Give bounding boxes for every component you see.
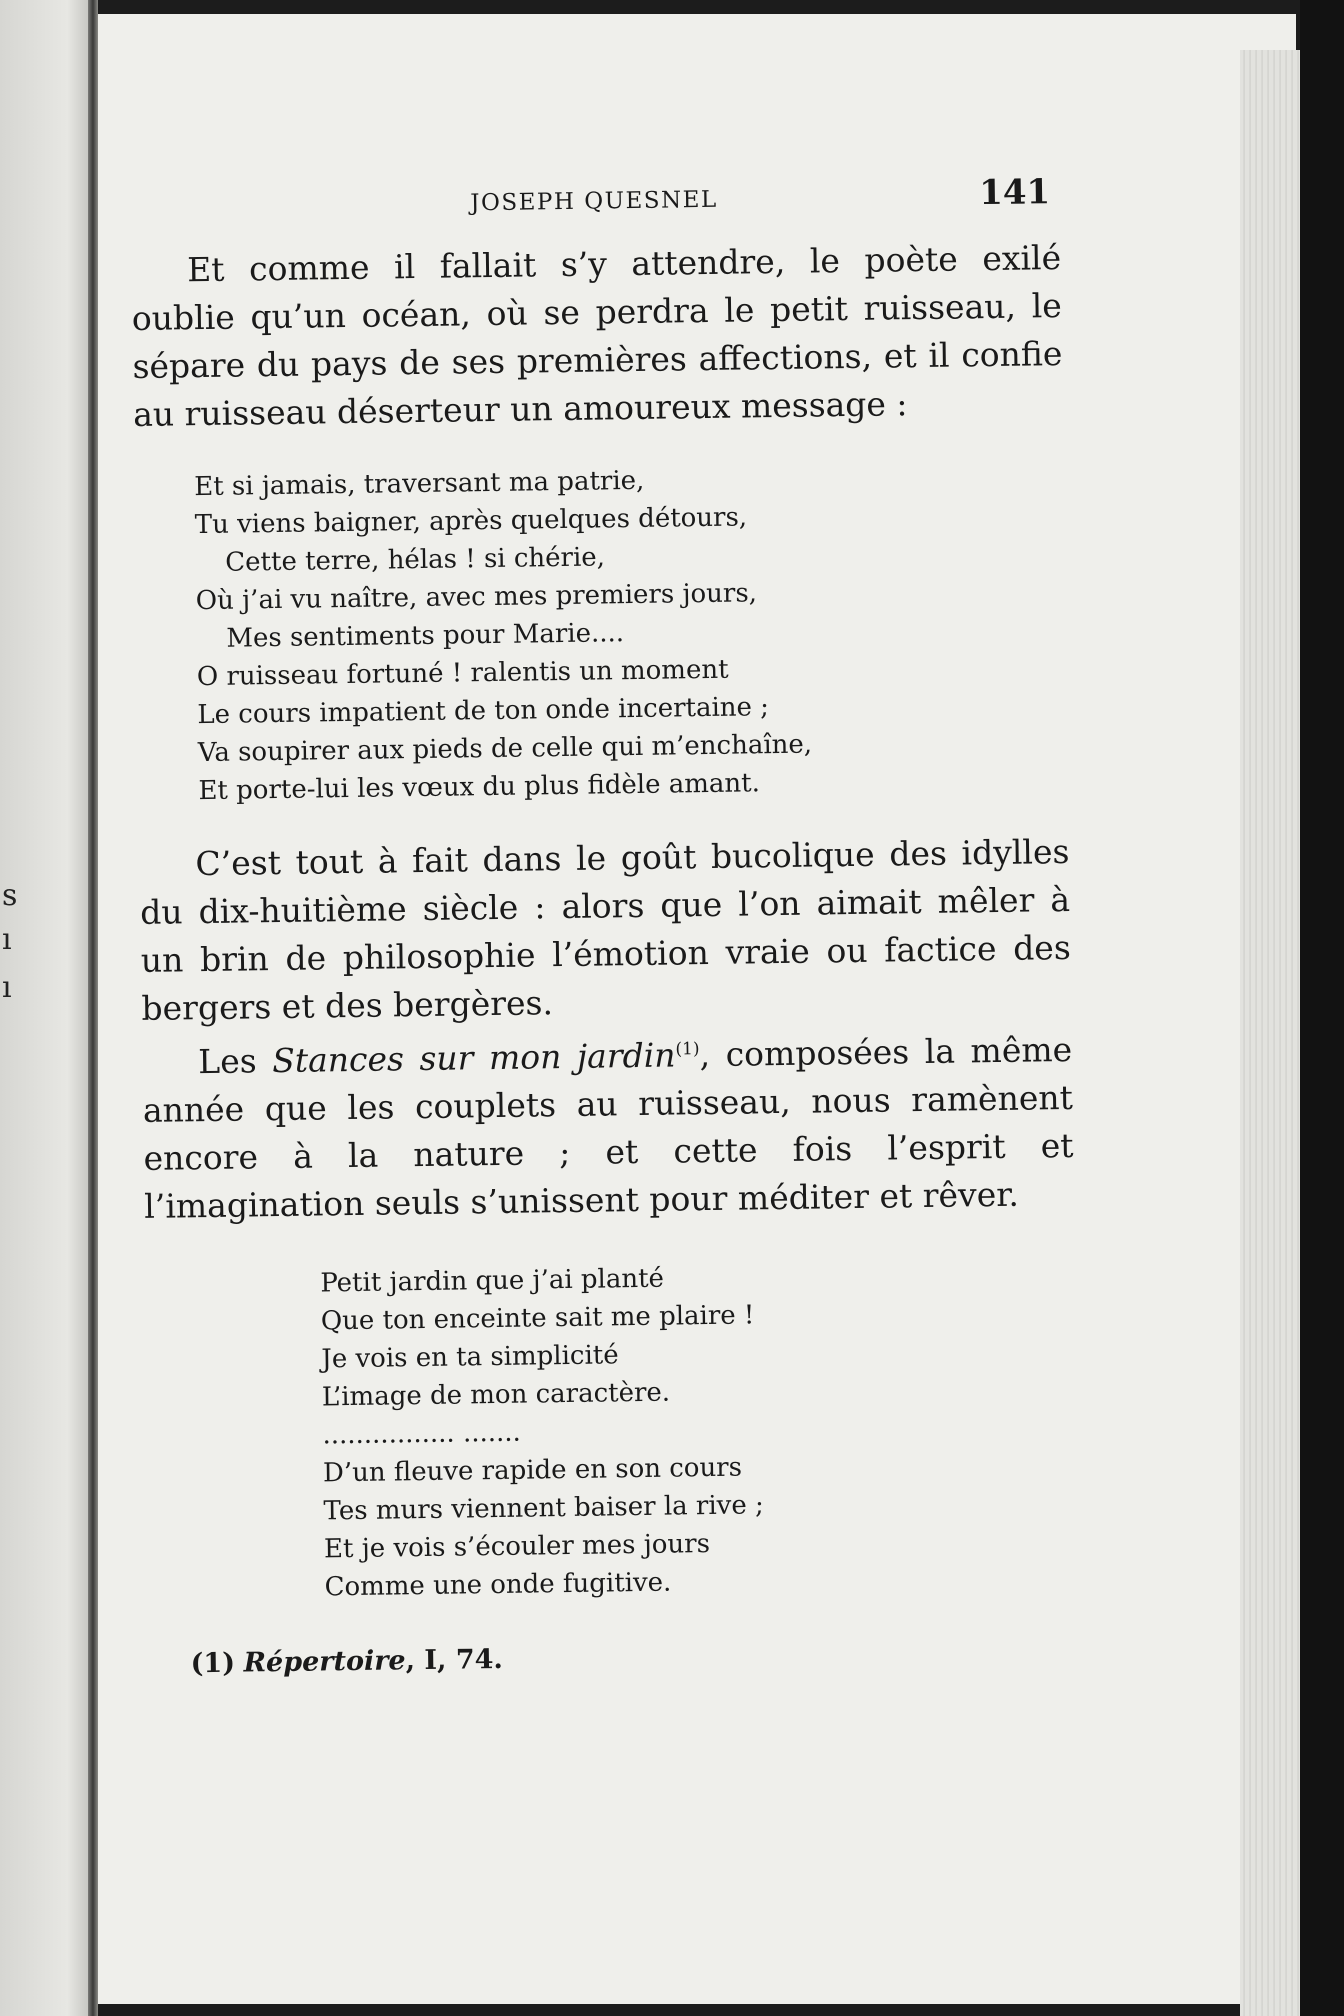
paragraph: C’est tout à fait dans le goût bucolique des idylles du dix-huitième siècle : alors que l’on aimait mêler à un brin de philosophie l’émotion vraie ou factice des bergers et des bergères. xyxy=(139,831,1072,1028)
poem-stanza xyxy=(194,456,1069,810)
left-page-fragment: s xyxy=(2,878,18,913)
verse-line: Que ton enceinte sait me plaire ! xyxy=(320,1300,755,1337)
scan-background xyxy=(1300,0,1344,2016)
verse-line: D’un fleuve rapide en son cours xyxy=(322,1452,743,1489)
page-number: 141 xyxy=(978,172,1051,214)
verse-line: Où j’ai vu naître, avec mes premiers jours, xyxy=(195,578,758,617)
paragraph: Et comme il fallait s’y attendre, le poète exilé oublie qu’un océan, où se perdra le petit ruisseau, le sépare du pays de ses premières affections, et il confie au ruisseau déserteur un amoureux message : xyxy=(131,238,1063,434)
verse-line: Le cours impatient de ton onde incertaine ; xyxy=(197,692,770,731)
ellipsis-line: ................ ....... xyxy=(322,1417,522,1451)
poem-stanza xyxy=(320,1254,1080,1607)
verse-line: Cette terre, hélas ! si chérie, xyxy=(225,542,606,578)
footnote-reference: (1) xyxy=(675,1039,700,1060)
running-head xyxy=(130,172,1061,247)
footnote-work: Répertoire xyxy=(243,1645,406,1679)
book-gutter xyxy=(88,0,98,2016)
verse-line: Mes sentiments pour Marie.... xyxy=(226,618,625,654)
left-page-fragment: ı xyxy=(2,922,12,957)
left-page-edge xyxy=(0,0,96,2016)
paragraph-text: Les xyxy=(197,1041,273,1082)
work-title: Stances sur mon jardin xyxy=(271,1035,676,1081)
verse-line: Et si jamais, traversant ma patrie, xyxy=(194,465,645,503)
footnote-ref: , I, 74. xyxy=(405,1643,504,1677)
verse-line: Comme une onde fugitive. xyxy=(324,1567,672,1603)
verse-line: Va soupirer aux pieds de celle qui m’enchaîne, xyxy=(197,729,813,769)
verse-line: Tu viens baigner, après quelques détours, xyxy=(194,502,748,541)
verse-line: Je vois en ta simplicité xyxy=(321,1340,619,1375)
page-text xyxy=(130,172,1081,1680)
running-head-author: JOSEPH QUESNEL xyxy=(470,186,718,217)
verse-line: Et je vois s’écouler mes jours xyxy=(323,1529,711,1565)
verse-line: L’image de mon caractère. xyxy=(321,1377,671,1413)
verse-line: Tes murs viennent baiser la rive ; xyxy=(323,1490,765,1527)
left-page-fragment: ı xyxy=(2,970,12,1005)
footnote-label: (1) xyxy=(190,1647,236,1680)
paragraph-text: , composées la même année que les couplets au ruisseau, nous ramènent encore à la nature ; et cette fois l’esprit et l’imagination seuls s’unissent pour méditer et rêver. xyxy=(142,1029,1074,1226)
verse-line: Petit jardin que j’ai planté xyxy=(320,1263,665,1299)
paragraph xyxy=(142,1020,1075,1231)
verse-line: Et porte-lui les vœux du plus fidèle amant. xyxy=(198,768,761,807)
verse-line: O ruisseau fortuné ! ralentis un moment xyxy=(196,654,729,693)
